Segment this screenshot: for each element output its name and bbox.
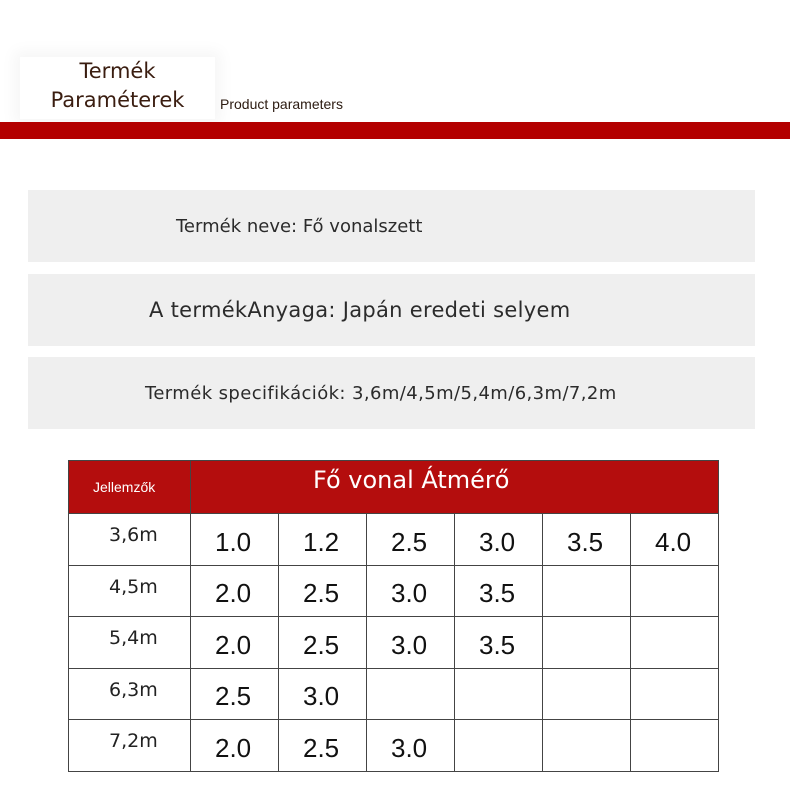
diameter-cell: 3.0 [367, 565, 455, 617]
diameter-cell: 4.0 [631, 514, 719, 566]
length-cell: 4,5m [69, 565, 191, 617]
diameter-cell [631, 617, 719, 669]
diameter-cell: 2.5 [191, 668, 279, 720]
product-material-box [28, 274, 755, 346]
diameter-cell: 3.0 [367, 720, 455, 772]
diameter-cell [367, 668, 455, 720]
diameter-cell: 3.5 [455, 565, 543, 617]
diameter-cell: 3.0 [455, 514, 543, 566]
diameter-cell: 3.5 [455, 617, 543, 669]
table-row [69, 565, 719, 617]
length-cell: 6,3m [69, 668, 191, 720]
length-cell: 3,6m [69, 514, 191, 566]
red-divider-band [0, 122, 790, 139]
table-row [69, 514, 719, 566]
title-line-2: Paraméterek [50, 88, 185, 112]
subtitle: Product parameters [220, 96, 343, 112]
diameter-cell: 3.0 [279, 668, 367, 720]
diameter-cell: 2.5 [367, 514, 455, 566]
diameter-cell: 2.0 [191, 565, 279, 617]
diameter-cell: 3.5 [543, 514, 631, 566]
table-row [69, 720, 719, 772]
diameter-cell [455, 720, 543, 772]
table-header-row [69, 461, 719, 514]
diameter-cell [631, 565, 719, 617]
diameter-cell: 2.5 [279, 720, 367, 772]
product-spec-text: Termék specifikációk: 3,6m/4,5m/5,4m/6,3m/7,2m [145, 382, 617, 404]
diameter-cell [543, 617, 631, 669]
product-name-box [28, 190, 755, 262]
table-row [69, 668, 719, 720]
title-block [20, 57, 215, 119]
product-name-text: Termék neve: Fő vonalszett [176, 215, 423, 237]
spec-table [68, 460, 719, 772]
diameter-cell [631, 720, 719, 772]
diameter-cell [543, 565, 631, 617]
diameter-cell: 2.5 [279, 617, 367, 669]
header-features: Jellemzők [69, 461, 191, 514]
table-row [69, 617, 719, 669]
diameter-cell: 2.5 [279, 565, 367, 617]
title-line-1: Termék [79, 59, 156, 83]
product-material-text: A termékAnyaga: Japán eredeti selyem [149, 298, 571, 322]
length-cell: 5,4m [69, 617, 191, 669]
header-diameter: Fő vonal Átmérő [191, 461, 719, 514]
length-cell: 7,2m [69, 720, 191, 772]
diameter-cell [455, 668, 543, 720]
diameter-cell: 1.2 [279, 514, 367, 566]
diameter-cell [543, 720, 631, 772]
diameter-cell: 2.0 [191, 617, 279, 669]
diameter-cell: 2.0 [191, 720, 279, 772]
diameter-cell: 1.0 [191, 514, 279, 566]
product-spec-box [28, 357, 755, 429]
diameter-cell [543, 668, 631, 720]
diameter-cell [631, 668, 719, 720]
diameter-cell: 3.0 [367, 617, 455, 669]
